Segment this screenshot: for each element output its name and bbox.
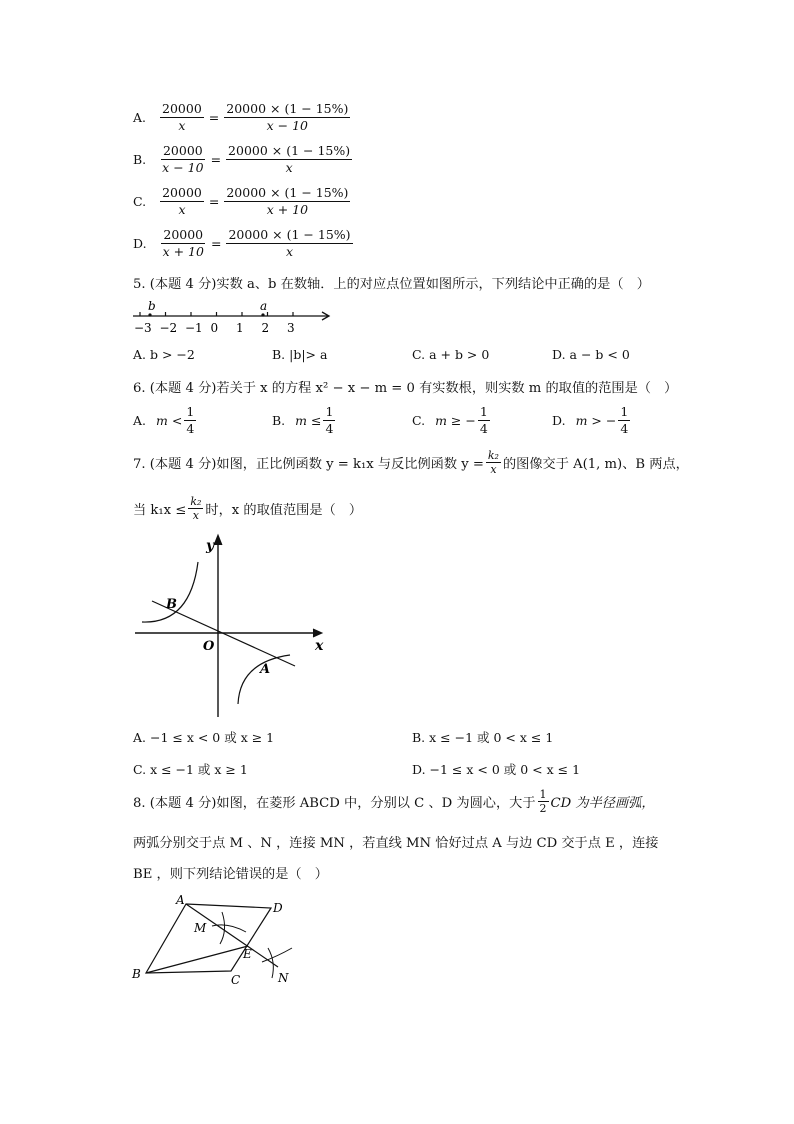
fraction: $\frac{\text{k₂}}{x}$ (190, 495, 202, 522)
y-axis-arrow-icon (214, 535, 222, 545)
q7-stem-line1 (133, 450, 689, 475)
option-label: D. (133, 236, 147, 251)
fraction-right: $\frac{20000 \times (1 - 15\%)}{x + 10}$ (226, 185, 349, 217)
fraction: $\frac{1}{4}$ (325, 404, 334, 436)
stem-text: 8. (本题 4 分)如图，在菱形 ABCD 中，分别以 C 、D 为圆心，大于 (133, 796, 536, 811)
fraction-right: $\frac{20000 \times (1 - 15\%)}{x}$ (228, 143, 351, 175)
equals-sign: = (210, 236, 222, 251)
fraction: $\frac{1}{4}$ (186, 404, 195, 436)
arc-n2 (262, 948, 292, 962)
number-line-tick-label: −1 (185, 321, 203, 335)
fraction: $\frac{1}{2}$ (539, 788, 547, 815)
point-e-label: E (243, 947, 252, 961)
number-line-tick-label: −3 (134, 321, 152, 335)
fraction-right: $\frac{20000 \times (1 - 15\%)}{x - 10}$ (226, 101, 349, 133)
fraction-left: $\frac{20000}{x}$ (162, 185, 202, 217)
rhombus-abcd (146, 904, 271, 973)
q5-option-a[interactable]: A. b > −2 (133, 347, 195, 362)
option-label: A. (133, 413, 147, 428)
q8-stem-line3: BE ，则下列结论错误的是（ ） (133, 867, 328, 882)
option-expression: m ≤ (295, 413, 322, 428)
hyperbola-branch-upper-left (142, 562, 198, 622)
origin-label: O (203, 639, 215, 654)
point-b-label: b (148, 299, 156, 313)
q7-option-a[interactable]: A. −1 ≤ x < 0 或 x ≥ 1 (133, 730, 275, 745)
option-label: A. (133, 110, 147, 125)
equals-sign: = (208, 194, 220, 209)
option-expression: m ≥ − (435, 413, 476, 428)
number-line-tick-label: −2 (159, 321, 178, 335)
x-axis-arrow-icon (313, 629, 322, 637)
fraction-left: $\frac{20000}{x + 10}$ (162, 227, 204, 259)
q5-option-b[interactable]: B. |b|> a (272, 347, 328, 362)
stem-text: 当 k₁x ≤ (133, 503, 187, 518)
function-graph-figure (130, 532, 335, 722)
q4-option-a[interactable] (133, 102, 352, 133)
point-m-label: M (194, 921, 207, 935)
point-b-label: B (166, 597, 177, 612)
q5-option-c[interactable]: C. a + b > 0 (412, 347, 490, 362)
equals-sign: = (210, 152, 222, 167)
q7-stem-line2 (133, 496, 362, 521)
option-expression: m > − (575, 413, 617, 428)
rhombus-figure (128, 892, 303, 992)
vertex-b-label: B (132, 967, 141, 981)
fraction-left: $\frac{20000}{x}$ (162, 101, 202, 133)
option-label: B. (133, 152, 147, 167)
line-mn (186, 904, 278, 967)
vertex-d-label: D (273, 901, 283, 915)
equals-sign: = (208, 110, 220, 125)
q8-stem-line1 (133, 789, 655, 814)
number-line-tick-label: 0 (210, 321, 219, 335)
option-label: C. (133, 194, 147, 209)
q4-option-b[interactable] (133, 144, 354, 175)
point-a-dot (261, 313, 264, 316)
fraction: $\frac{1}{4}$ (620, 404, 629, 436)
q4-option-c[interactable] (133, 186, 352, 217)
q5-stem: 5. (本题 4 分)实数 a、b 在数轴．上的对应点位置如图所示，下列结论中正确的是（ ） (133, 277, 650, 292)
q4-option-d[interactable] (133, 228, 355, 259)
option-label: D. (552, 413, 566, 428)
option-label: B. (272, 413, 286, 428)
number-line-tick-label: 1 (236, 321, 244, 335)
point-n-label: N (278, 971, 289, 985)
stem-text: 的图像交于 A(1, m)、B 两点， (502, 457, 689, 472)
q6-option-d[interactable] (552, 405, 632, 436)
stem-text: 7. (本题 4 分)如图，正比例函数 y = k₁x 与反比例函数 y = (133, 457, 484, 472)
stem-text: CD 为半径画弧， (550, 796, 655, 811)
y-axis-label: y (206, 538, 215, 554)
q7-option-d[interactable]: D. −1 ≤ x < 0 或 0 < x ≤ 1 (412, 762, 581, 777)
point-a-label: a (260, 299, 268, 313)
q7-option-c[interactable]: C. x ≤ −1 或 x ≥ 1 (133, 762, 248, 777)
fraction-right: $\frac{20000 \times (1 - 15\%)}{x}$ (228, 227, 351, 259)
q5-option-d[interactable]: D. a − b < 0 (552, 347, 630, 362)
point-a-label: A (260, 662, 271, 677)
fraction-left: $\frac{20000}{x - 10}$ (162, 143, 204, 175)
vertex-a-label: A (176, 893, 185, 907)
option-label: C. (412, 413, 426, 428)
x-axis-label: x (315, 638, 324, 654)
q6-stem: 6. (本题 4 分)若关于 x 的方程 x² − x − m = 0 有实数根，则实数 m 的取值的范围是（ ） (133, 381, 678, 396)
fraction: $\frac{\text{k₂}}{x}$ (487, 449, 499, 476)
number-line-tick-label: 3 (287, 321, 295, 335)
q8-stem-line2: 两弧分别交于点 M 、N ，连接 MN ，若直线 MN 恰好过点 A 与边 CD 交于点 E ，连接 (133, 836, 659, 851)
stem-text: 时，x 的取值范围是（ ） (205, 503, 363, 518)
q7-option-b[interactable]: B. x ≤ −1 或 0 < x ≤ 1 (412, 730, 554, 745)
number-line-figure (128, 298, 338, 338)
point-b-dot (148, 313, 151, 316)
q6-option-b[interactable] (272, 405, 337, 436)
vertex-c-label: C (231, 973, 241, 987)
q6-option-c[interactable] (412, 405, 492, 436)
number-line-tick-label: 2 (261, 321, 270, 335)
fraction: $\frac{1}{4}$ (479, 404, 488, 436)
q6-option-a[interactable] (133, 405, 198, 436)
option-expression: m < (156, 413, 183, 428)
